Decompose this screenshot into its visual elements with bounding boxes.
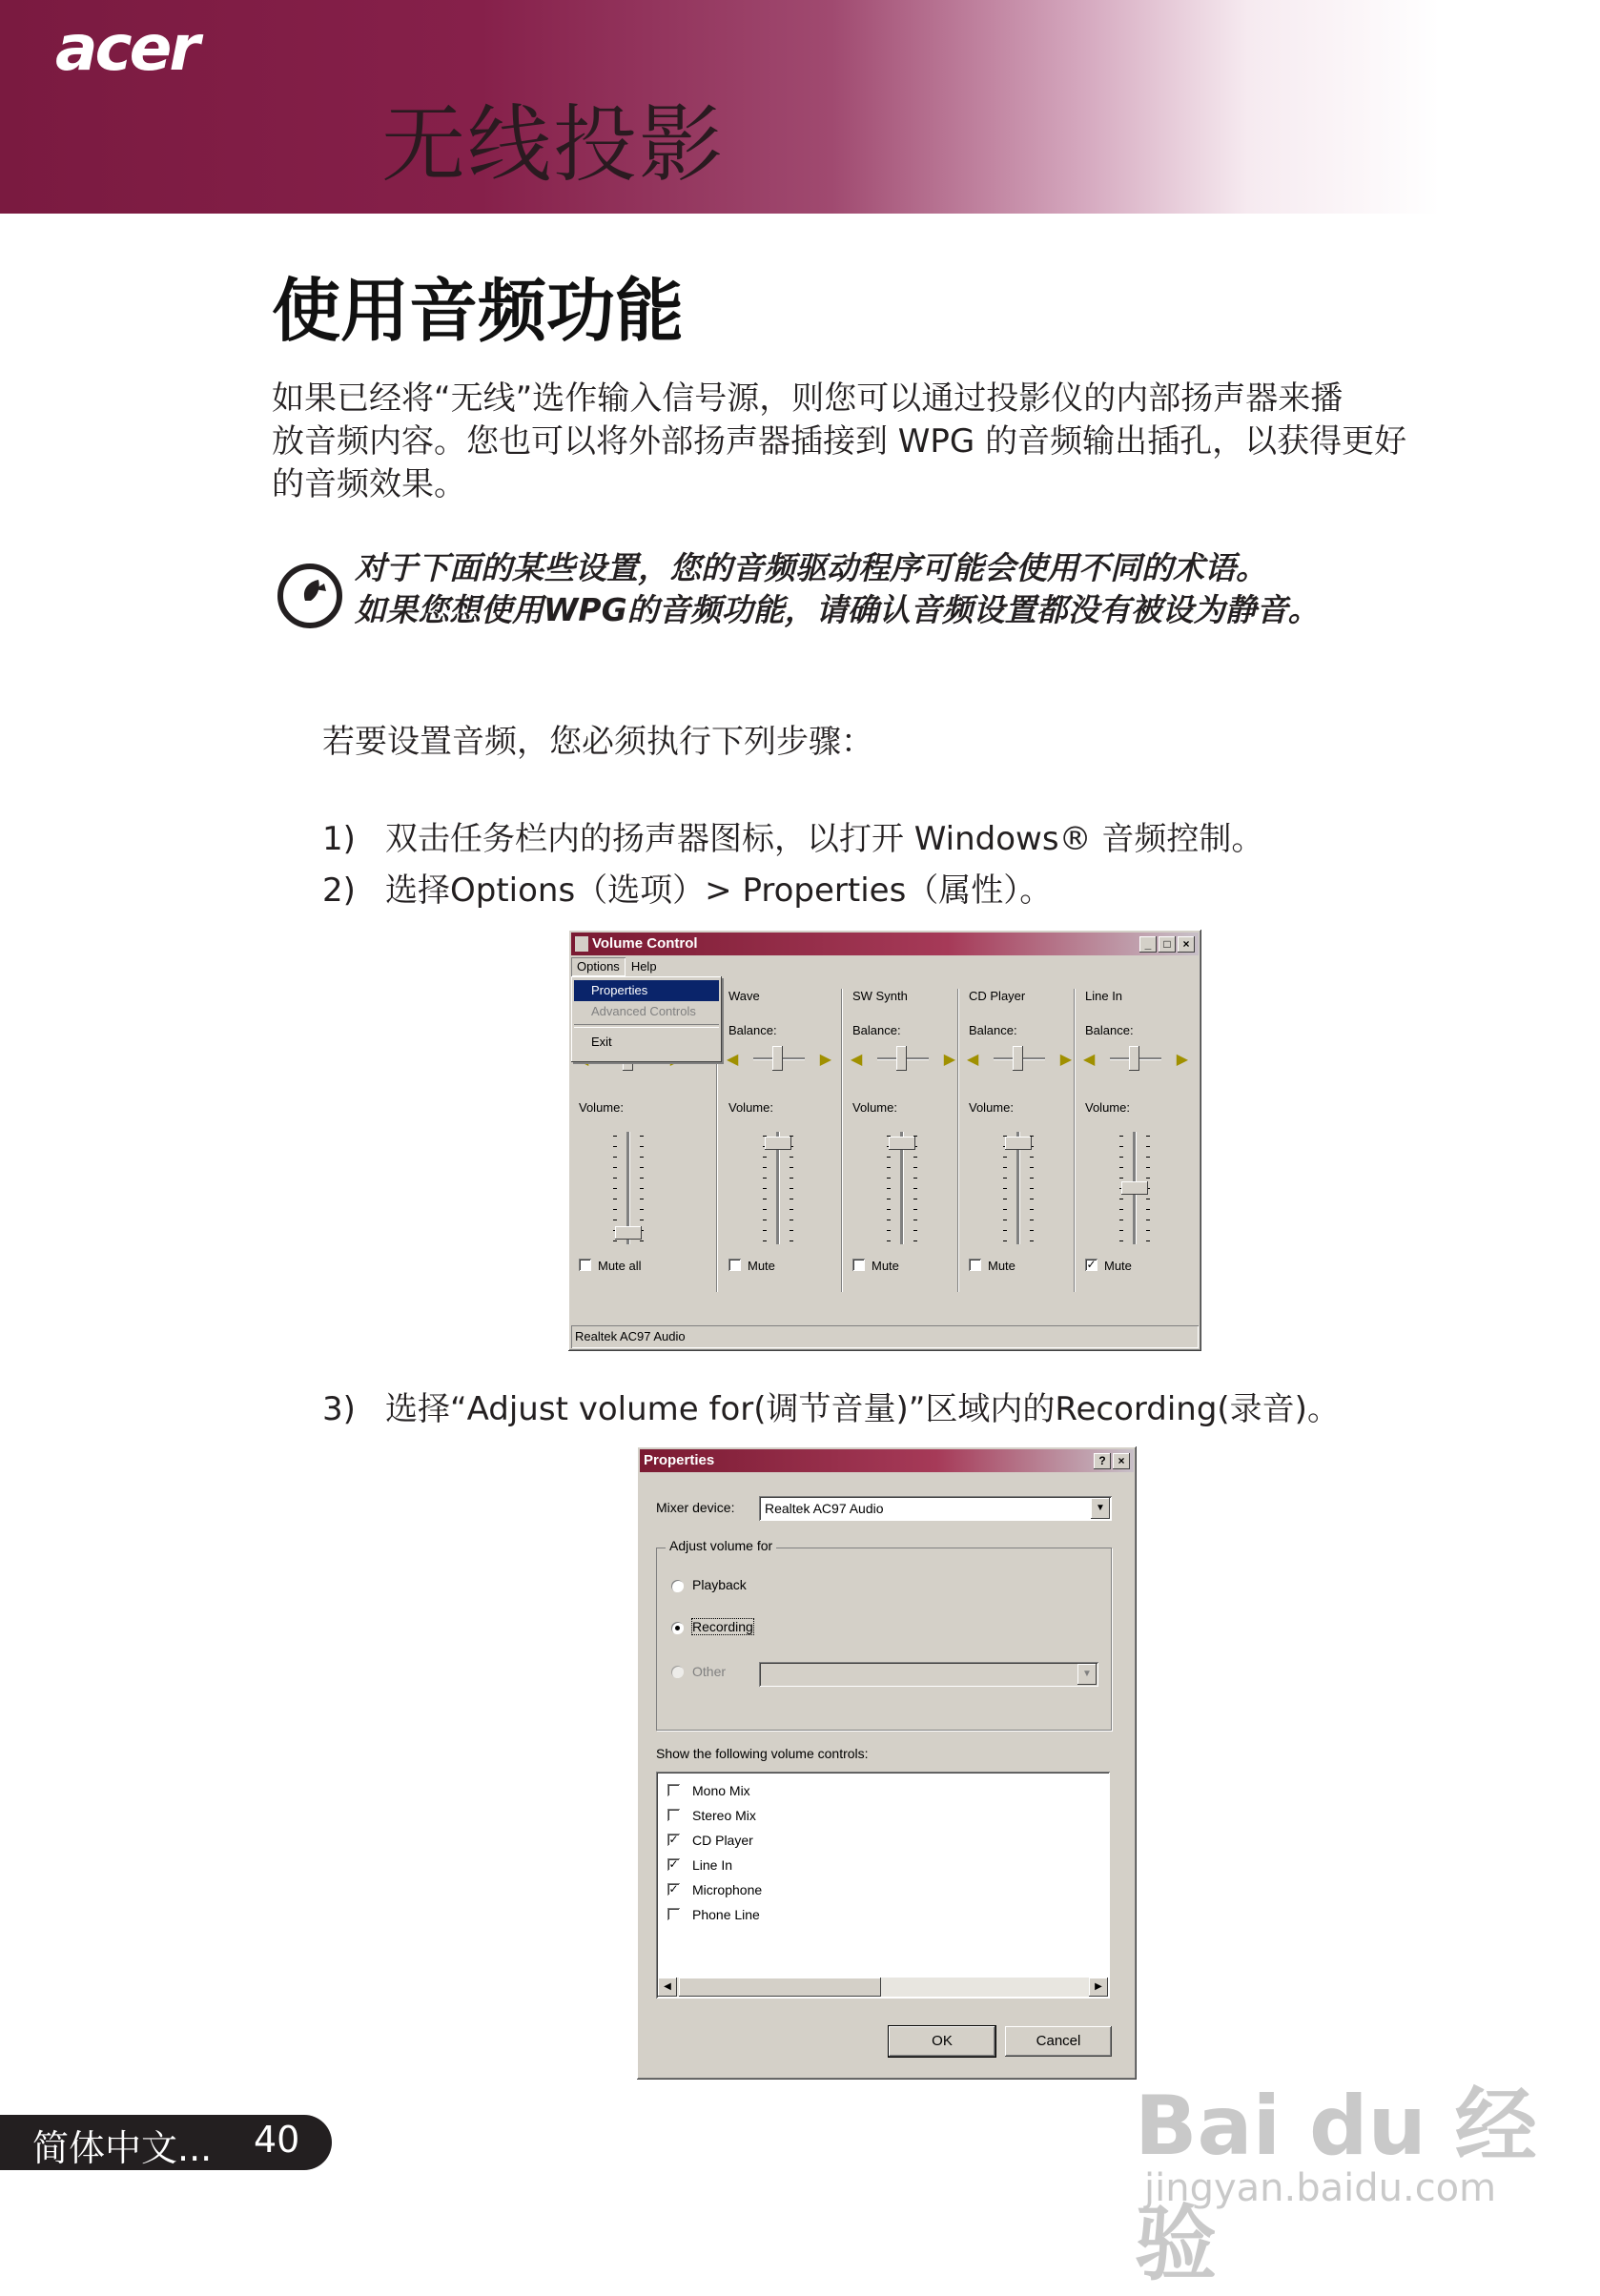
close-button[interactable]: ×: [1178, 936, 1195, 953]
volume-slider[interactable]: [759, 1132, 797, 1246]
mute-checkbox[interactable]: ✓: [1086, 1258, 1097, 1271]
checkbox-checked[interactable]: ✓: [668, 1857, 679, 1871]
speaker-left-icon: ◀: [1083, 1052, 1096, 1068]
mute-checkbox[interactable]: [579, 1259, 591, 1271]
channel-strip: [845, 989, 958, 1292]
balance-knob[interactable]: [772, 1046, 783, 1071]
baidu-watermark-text: Bai du 经验: [1135, 2079, 1537, 2292]
balance-slider[interactable]: [967, 1046, 1072, 1075]
step-number: 2): [322, 871, 356, 910]
speaker-app-icon: [575, 936, 588, 952]
volume-slider[interactable]: [999, 1132, 1037, 1246]
volume-slider[interactable]: [1116, 1132, 1154, 1246]
channel-name: CD Player: [969, 989, 1026, 1003]
mute-checkbox[interactable]: [728, 1259, 741, 1271]
mute-label: Mute: [748, 1259, 775, 1273]
horizontal-scrollbar[interactable]: [658, 1978, 1108, 1997]
channel-strip: [721, 989, 842, 1292]
list-item-label: Line In: [692, 1857, 733, 1873]
footer-language: 简体中文...: [32, 2127, 213, 2169]
balance-slider[interactable]: [1083, 1046, 1188, 1075]
options-dropdown: [571, 976, 722, 1062]
menu-bar: [571, 957, 1199, 976]
speaker-right-icon: ▶: [819, 1052, 831, 1068]
speaker-right-icon: ▶: [943, 1052, 955, 1068]
volume-label: Volume:: [1085, 1100, 1130, 1115]
cancel-button[interactable]: Cancel: [1005, 2026, 1112, 2057]
intro-line: 的音频效果。: [272, 465, 466, 503]
note-line-2: 如果您想使用WPG的音频功能，请确认音频设置都没有被设为静音。: [355, 591, 1320, 628]
list-item-label: Phone Line: [692, 1907, 760, 1922]
mixer-device-select[interactable]: [759, 1496, 1112, 1521]
list-item-label: CD Player: [692, 1833, 753, 1848]
checkbox-checked[interactable]: ✓: [668, 1882, 679, 1896]
list-item-label: Microphone: [692, 1882, 763, 1897]
ok-button[interactable]: OK: [889, 2026, 995, 2057]
menu-item-exit[interactable]: Exit: [591, 1035, 612, 1049]
mixer-device-label: Mixer device:: [656, 1500, 735, 1515]
menu-item-properties[interactable]: Properties: [574, 980, 719, 1001]
speaker-left-icon: ◀: [967, 1052, 979, 1068]
volume-slider[interactable]: [609, 1132, 647, 1246]
adjust-volume-group: [656, 1548, 1112, 1731]
show-controls-label: Show the following volume controls:: [656, 1746, 869, 1761]
channel-name: Line In: [1085, 989, 1123, 1003]
intro-line: 如果已经将“无线”选作输入信号源，则您可以通过投影仪的内部扬声器来播: [272, 379, 1344, 418]
other-label: Other: [692, 1664, 727, 1679]
dialog-title: Properties: [644, 1452, 715, 1468]
step-text: 选择“Adjust volume for(调节音量)”区域内的Recording(录音)。: [385, 1390, 1340, 1428]
header-band: [0, 0, 1600, 214]
channel-strip: [1077, 989, 1196, 1292]
balance-knob[interactable]: [896, 1046, 907, 1071]
page-number: 40: [254, 2119, 300, 2161]
intro-paragraph: [272, 378, 1511, 506]
menu-options[interactable]: Options: [571, 957, 626, 976]
volume-control-window: [568, 930, 1201, 1351]
volume-knob[interactable]: [1121, 1181, 1148, 1195]
checkbox-checked[interactable]: ✓: [668, 1833, 679, 1846]
volume-knob[interactable]: [889, 1137, 915, 1150]
baidu-watermark-url: jingyan.baidu.com: [1144, 2166, 1497, 2210]
menu-help[interactable]: Help: [630, 959, 657, 974]
volume-controls-list[interactable]: [656, 1772, 1110, 1999]
channel-name: SW Synth: [852, 989, 908, 1003]
chapter-title: 无线投影: [381, 95, 726, 194]
balance-knob[interactable]: [1013, 1046, 1023, 1071]
other-device-select[interactable]: [759, 1662, 1098, 1687]
steps-intro: 若要设置音频，您必须执行下列步骤：: [322, 723, 873, 761]
volume-knob[interactable]: [765, 1137, 791, 1150]
group-label: Adjust volume for: [666, 1538, 776, 1553]
volume-knob[interactable]: [615, 1226, 642, 1240]
speaker-left-icon: ◀: [727, 1052, 739, 1068]
step-3: [322, 1383, 1340, 1429]
playback-radio[interactable]: [671, 1580, 684, 1592]
window-title: Volume Control: [592, 935, 698, 952]
menu-separator: [574, 1024, 719, 1028]
mute-checkbox[interactable]: [852, 1259, 865, 1271]
note-line-1: 对于下面的某些设置，您的音频驱动程序可能会使用不同的术语。: [355, 549, 1267, 586]
note-icon: [277, 563, 343, 629]
step-text: 选择Options（选项）> Properties（属性）。: [385, 871, 1053, 910]
page-title: 使用音频功能: [272, 271, 685, 351]
mute-label: Mute: [988, 1259, 1015, 1273]
volume-label: Volume:: [969, 1100, 1014, 1115]
speaker-right-icon: ▶: [1059, 1052, 1072, 1068]
menu-item-advanced-controls[interactable]: Advanced Controls: [591, 1004, 696, 1018]
list-item-label: Stereo Mix: [692, 1808, 756, 1823]
help-button[interactable]: ?: [1094, 1453, 1111, 1469]
other-radio[interactable]: [671, 1666, 684, 1678]
balance-slider[interactable]: [851, 1046, 955, 1075]
channel-strip: [961, 989, 1075, 1292]
list-item-label: Mono Mix: [692, 1783, 750, 1798]
checkbox[interactable]: [667, 1809, 680, 1821]
balance-slider[interactable]: [727, 1046, 831, 1075]
intro-line: 放音频内容。您也可以将外部扬声器插接到 WPG 的音频输出插孔，以获得更好: [272, 422, 1407, 461]
channel-name: Wave: [728, 989, 760, 1003]
playback-label: Playback: [692, 1577, 747, 1592]
minimize-button[interactable]: _: [1139, 936, 1157, 953]
volume-label: Volume:: [728, 1100, 773, 1115]
checkbox[interactable]: [667, 1908, 680, 1920]
speaker-right-icon: ▶: [1176, 1052, 1188, 1068]
acer-logo: acer: [55, 11, 197, 85]
step-number: 1): [322, 820, 356, 858]
status-bar: Realtek AC97 Audio: [571, 1325, 1199, 1348]
speaker-left-icon: ◀: [851, 1052, 863, 1068]
balance-label: Balance:: [728, 1023, 777, 1037]
properties-dialog: [637, 1446, 1137, 2080]
volume-control-titlebar: [571, 933, 1199, 955]
scroll-right-icon[interactable]: ▶: [1089, 1978, 1108, 1997]
recording-label: Recording: [692, 1619, 753, 1634]
scroll-thumb[interactable]: [679, 1978, 881, 1997]
scroll-left-icon[interactable]: ◀: [658, 1978, 677, 1997]
volume-slider[interactable]: [883, 1132, 921, 1246]
volume-label: Volume:: [852, 1100, 897, 1115]
step-text: 双击任务栏内的扬声器图标，以打开 Windows® 音频控制。: [385, 820, 1264, 858]
balance-label: Balance:: [852, 1023, 901, 1037]
step-number: 3): [322, 1390, 356, 1428]
step-1: [322, 812, 1263, 859]
recording-radio[interactable]: [671, 1622, 684, 1634]
mute-checkbox[interactable]: [969, 1259, 981, 1271]
mute-label: Mute: [1104, 1259, 1132, 1273]
properties-titlebar: [640, 1449, 1134, 1472]
volume-label: Volume:: [579, 1100, 624, 1115]
checkbox[interactable]: [667, 1784, 680, 1796]
mixer-device-value: Realtek AC97 Audio: [765, 1501, 884, 1516]
mute-label: Mute: [872, 1259, 899, 1273]
dropdown-arrow-icon: ▼: [1077, 1664, 1097, 1685]
balance-label: Balance:: [1085, 1023, 1134, 1037]
maximize-button[interactable]: □: [1159, 936, 1176, 953]
dropdown-arrow-icon: ▼: [1091, 1498, 1110, 1519]
volume-knob[interactable]: [1005, 1137, 1032, 1150]
step-2: [322, 864, 1052, 911]
balance-knob[interactable]: [1129, 1046, 1139, 1071]
close-button[interactable]: ×: [1113, 1453, 1130, 1469]
mute-label: Mute all: [598, 1259, 642, 1273]
balance-label: Balance:: [969, 1023, 1017, 1037]
